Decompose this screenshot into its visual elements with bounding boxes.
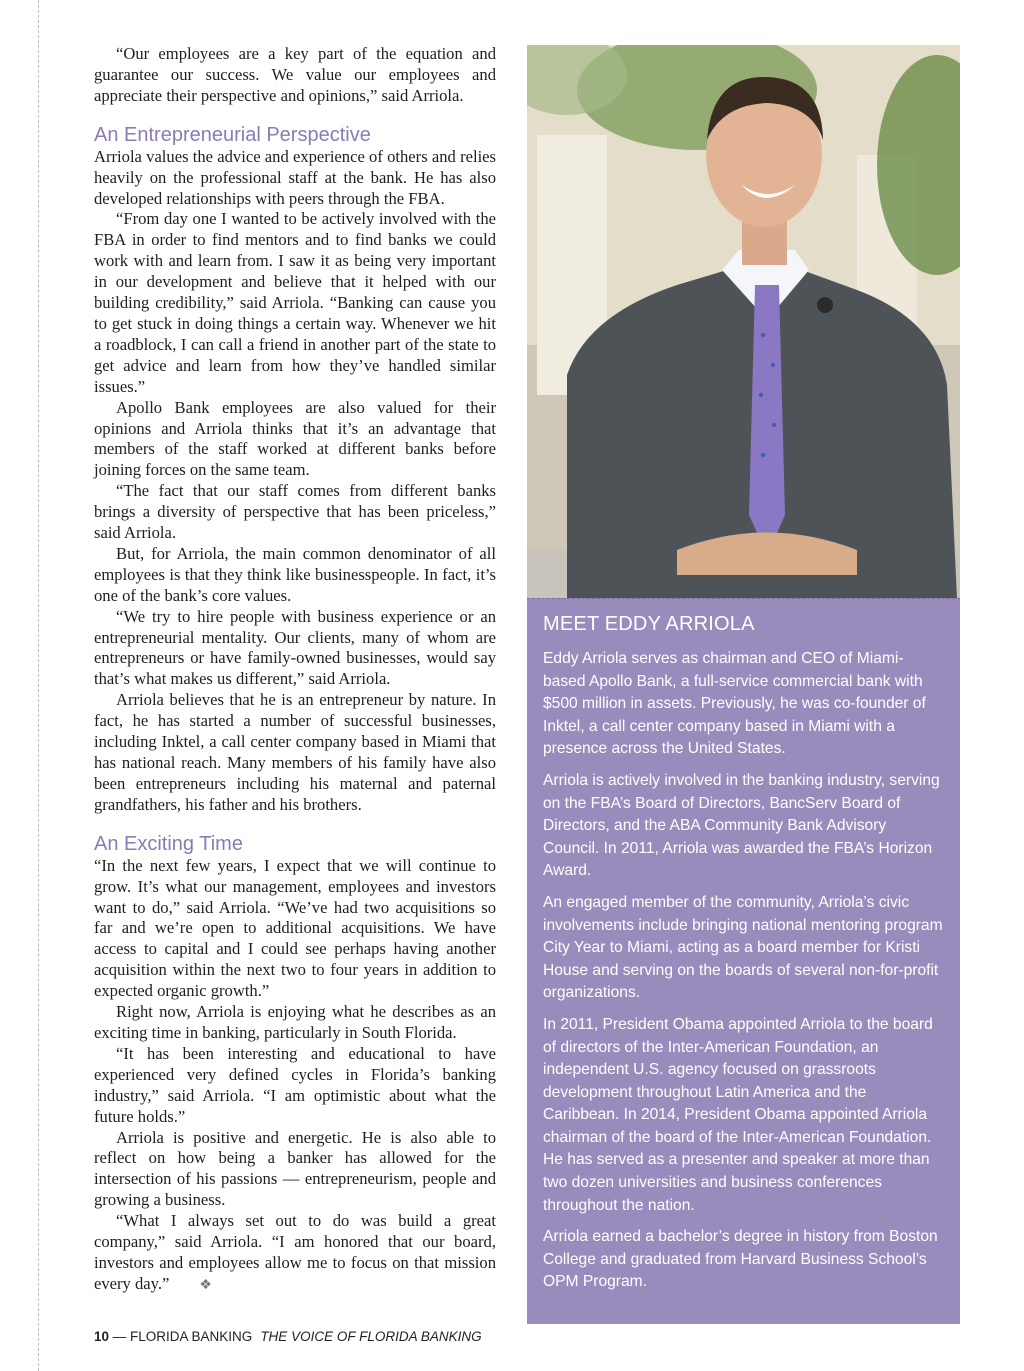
article-paragraph-closing xyxy=(94,1211,496,1297)
sidebar-paragraph: Eddy Arriola serves as chairman and CEO of Miami-based Apollo Bank, a full-service commercial bank with $500 million in assets. Previously, he was co-founder of Inktel, a call center company based in Miami with a presence across the United States. xyxy=(543,650,926,758)
fba-end-mark-icon: ❖ xyxy=(199,1277,212,1293)
article-paragraph: “It has been interesting and educational to have experienced very defined cycles in Florida’s banking industry,” said Arriola. “I am optimistic about what the future holds.” xyxy=(94,1043,496,1126)
article-paragraph: Arriola values the advice and experience of others and relies heavily on the professional staff at the bank. He has also developed relationships with peers through the FBA. xyxy=(94,146,496,208)
article-paragraph: “In the next few years, I expect that we will continue to grow. It’s what our management, employees and investors want to do,” said Arriola. “We’ve had two acquisitions so far and we’re open to additional acquisitions. We have access to capital and I could see perhaps having another acquisition within the next two to four years in addition to expected organic growth.” xyxy=(94,855,496,1001)
sidebar-paragraph: Arriola is actively involved in the banking industry, serving on the FBA’s Board of Directors, BancServ Board of Directors, and the ABA Community Bank Advisory Council. In 2011, Arriola was awarded the FBA’s Horizon Award. xyxy=(543,771,940,880)
portrait-photo xyxy=(527,45,960,598)
page-number: 10 xyxy=(94,1329,110,1344)
article-paragraph-opening: “Our employees are a key part of the equation and guarantee our success. We value our employees and appreciate their perspective and opinions,” said Arriola. xyxy=(94,44,496,105)
sidebar-paragraph: An engaged member of the community, Arriola’s civic involvements include bringing national mentoring program City Year to Miami, acting as a board member for Kristi House and serving on the boards of several non-for-profit organizations. xyxy=(543,893,943,1002)
article-paragraph: But, for Arriola, the main common denominator of all employees is that they think like businesspeople. In fact, it’s one of the bank’s core values. xyxy=(94,543,496,605)
section-heading-exciting: An Exciting Time xyxy=(94,832,243,855)
portrait-illustration xyxy=(527,45,960,598)
article-paragraph: “The fact that our staff comes from different banks brings a diversity of perspective that has been priceless,” said Arriola. xyxy=(94,481,496,543)
section-heading-entrepreneurial: An Entrepreneurial Perspective xyxy=(94,123,371,146)
closing-text: “What I always set out to do was build a great company,” said Arriola. “I am honored that our board, investors and employees allow me to focus on that mission every day.” xyxy=(94,1211,496,1293)
article-paragraph: Arriola is positive and energetic. He is also able to reflect on how being a banker has allowed for the intersection of his passions — entrepreneurism, people and growing a business. xyxy=(94,1127,496,1210)
sidebar-paragraph: In 2011, President Obama appointed Arriola to the board of directors of the Inter-American Foundation, an independent U.S. agency focused on grassroots development throughout Latin America and the Caribbean. In 2014, President Obama appointed Arriola chairman of the board of the Inter-American Foundation. He has served as a presenter and speaker at more than two dozen universities and business conferences throughout the nation. xyxy=(543,1015,933,1214)
page-edge-dashed-line xyxy=(38,0,39,1371)
sidebar-paragraph: Arriola earned a bachelor’s degree in history from Boston College and graduated from Harvard Business School’s OPM Program. xyxy=(543,1228,938,1291)
article-paragraph: Right now, Arriola is enjoying what he describes as an exciting time in banking, particularly in South Florida. xyxy=(94,1002,496,1042)
page-footer xyxy=(94,1329,482,1344)
sidebar-title: MEET EDDY ARRIOLA xyxy=(543,613,755,635)
publication-tagline: THE VOICE OF FLORIDA BANKING xyxy=(260,1329,482,1344)
article-column xyxy=(94,44,496,1297)
article-paragraph: “We try to hire people with business experience or an entrepreneurial mentality. Our clients, many of whom are entrepreneurs or have family-owned businesses, would say that’s what makes us different,” said Arriola. xyxy=(94,606,496,689)
article-paragraph: “From day one I wanted to be actively involved with the FBA in order to find mentors and to find banks we could work with and learn from. I saw it as being very important in our development and believe that it helped with our building credibility,” said Arriola. “Banking can cause you to get stuck in doing things a certain way. Whenever we hit a roadblock, I can call a friend in another part of the state to get advice and learn from how they’ve handled similar issues.” xyxy=(94,209,496,396)
article-paragraph: Arriola believes that he is an entrepreneur by nature. In fact, he has started a number of successful businesses, including Inktel, a call center company based in Miami that has national reach. Many members of his family have also been entrepreneurs including his maternal and paternal grandfathers, his father and his brothers. xyxy=(94,690,496,814)
publication-name: — FLORIDA BANKING xyxy=(109,1329,253,1344)
meet-eddy-arriola-sidebar xyxy=(527,598,960,1324)
article-paragraph: Apollo Bank employees are also valued for their opinions and Arriola thinks that it’s an advantage that members of the staff worked at different banks before joining forces on the same team. xyxy=(94,397,496,480)
